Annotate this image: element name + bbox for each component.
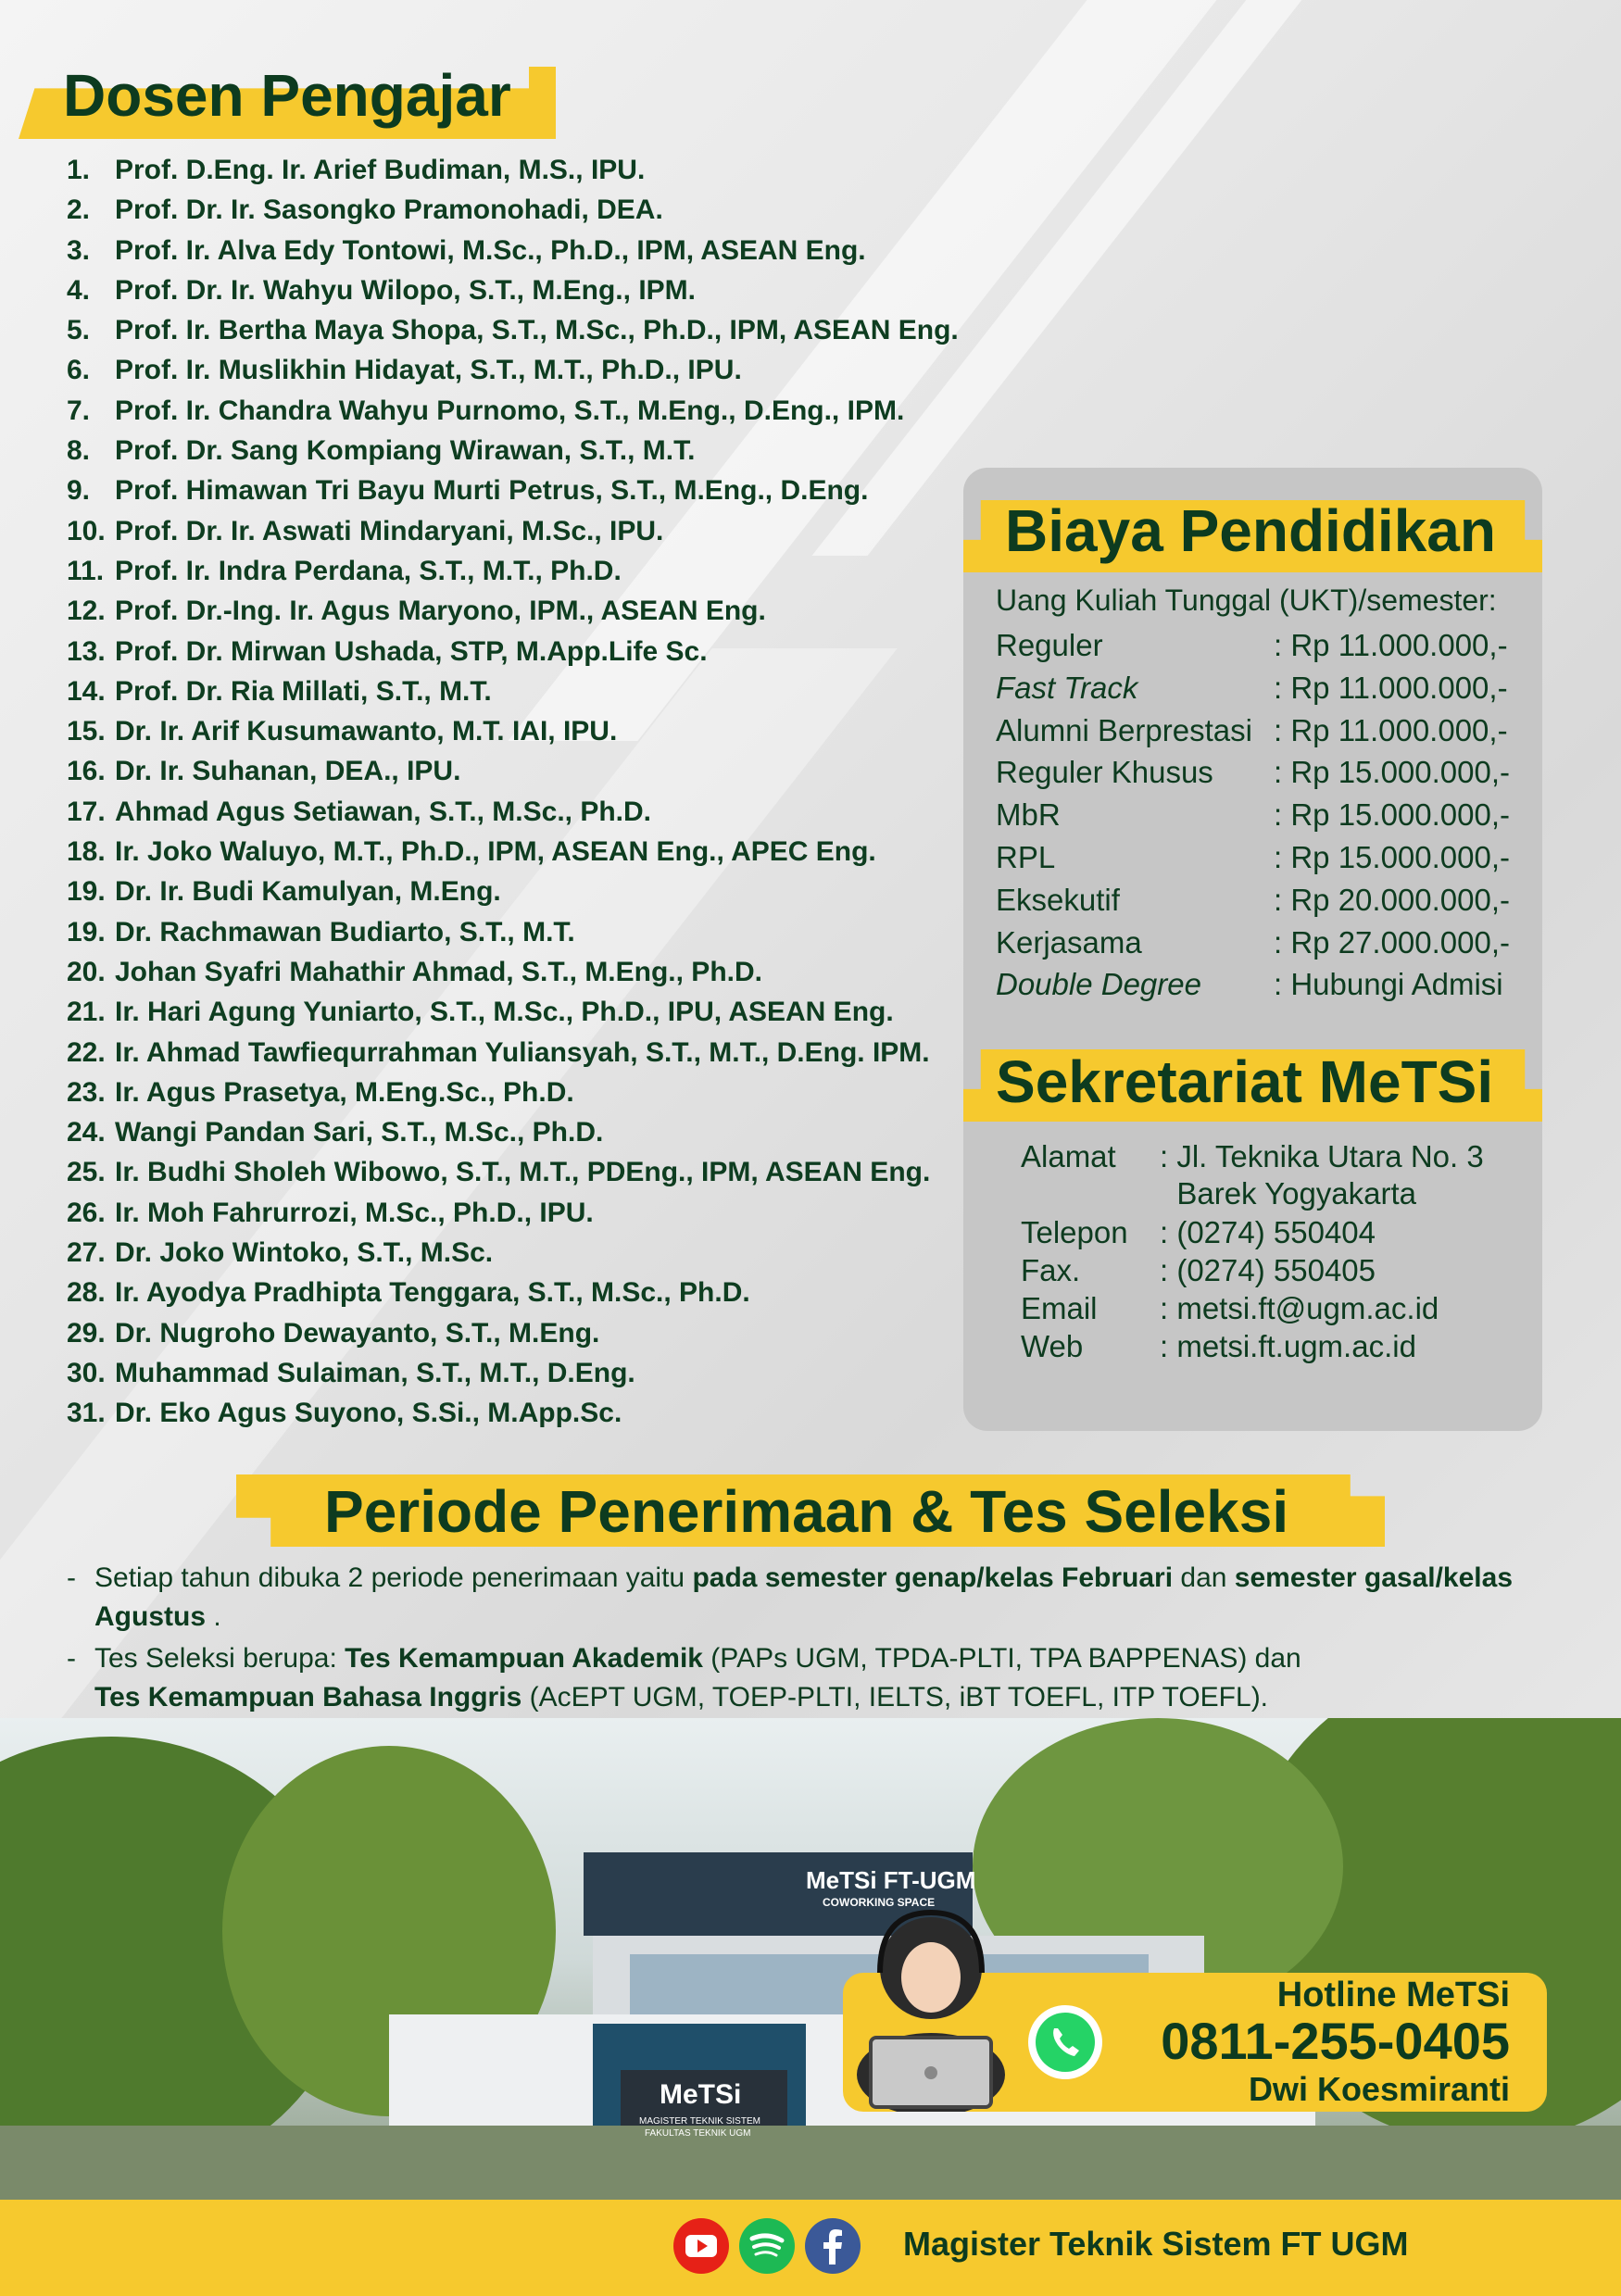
lecturer-item <box>67 1273 959 1312</box>
periode-item-2-bold: Tes Kemampuan Bahasa Inggris <box>94 1682 522 1713</box>
lecturer-name: Wangi Pandan Sari, S.T., M.Sc., Ph.D. <box>115 1117 604 1148</box>
contact-value[interactable]: : metsi.ft.ugm.ac.id <box>1160 1329 1416 1363</box>
lecturer-number: 21. <box>67 997 106 1028</box>
lecturer-item <box>67 1233 959 1273</box>
lecturer-number: 31. <box>67 1398 106 1429</box>
contact-label: Email <box>1021 1291 1098 1325</box>
whatsapp-icon[interactable] <box>1024 2001 1107 2084</box>
fee-label: Reguler <box>996 628 1103 662</box>
spotify-icon[interactable] <box>737 2216 797 2276</box>
lecturer-item <box>67 992 959 1032</box>
lecturer-item <box>67 1073 959 1112</box>
lecturer-number: 26. <box>67 1197 106 1228</box>
contact-label: Alamat <box>1021 1139 1116 1173</box>
lecturer-number: 10. <box>67 515 106 546</box>
contact-row <box>1021 1139 1484 1174</box>
fee-value: : Rp 20.000.000,- <box>1274 882 1511 917</box>
biaya-subtitle: Uang Kuliah Tunggal (UKT)/semester: <box>996 583 1497 617</box>
fee-value: : Rp 11.000.000,- <box>1274 670 1508 705</box>
lecturer-name: Ir. Budhi Sholeh Wibowo, S.T., M.T., PDEng., IPM, ASEAN Eng. <box>115 1157 931 1188</box>
periode-item-1 <box>67 1559 1549 1637</box>
lecturer-name: Muhammad Sulaiman, S.T., M.T., D.Eng. <box>115 1357 635 1388</box>
hotline-number[interactable]: 0811-255-0405 <box>1161 2012 1510 2070</box>
lecturer-item <box>67 231 959 270</box>
lecturer-name: Prof. Dr. Ir. Sasongko Pramonohadi, DEA. <box>115 194 663 226</box>
fee-label: RPL <box>996 840 1056 874</box>
fee-label: Kerjasama <box>996 924 1142 960</box>
lecturer-number: 6. <box>67 355 91 386</box>
hotline-contact-name: Dwi Koesmiranti <box>1248 2070 1510 2108</box>
lecturer-name: Ir. Ahmad Tawfiequrrahman Yuliansyah, S.T., M.T., D.Eng. IPM. <box>115 1036 930 1068</box>
lecturer-number: 30. <box>67 1357 106 1388</box>
periode-item-2-text: (PAPs UGM, TPDA-PLTI, TPA BAPPENAS) dan <box>702 1643 1301 1674</box>
periode-item-2-bold: Tes Kemampuan Akademik <box>345 1643 703 1674</box>
contact-row <box>1021 1176 1416 1211</box>
lecturer-item <box>67 632 959 671</box>
lecturer-name: Prof. Ir. Bertha Maya Shopa, S.T., M.Sc., Ph.D., IPM, ASEAN Eng. <box>115 315 959 346</box>
fee-row <box>996 840 1510 875</box>
fee-row <box>996 755 1510 790</box>
building-sign-main-sub: MAGISTER TEKNIK SISTEM <box>639 2116 760 2127</box>
fee-label: Double Degree <box>996 967 1201 1002</box>
lecturer-number: 1. <box>67 155 91 185</box>
building-illustration <box>0 1718 1621 2200</box>
periode-item-2-text: (AcEPT UGM, TOEP-PLTI, IELTS, iBT TOEFL, ITP TOEFL). <box>521 1682 1269 1713</box>
periode-item-2-text: Tes Seleksi berupa: <box>94 1643 346 1674</box>
lecturer-number: 29. <box>67 1317 106 1349</box>
lecturer-number: 22. <box>67 1036 106 1068</box>
footer-text: Magister Teknik Sistem FT UGM <box>903 2225 1409 2263</box>
lecturer-item <box>67 1353 959 1393</box>
lecturer-number: 25. <box>67 1157 106 1188</box>
lecturer-number: 20. <box>67 956 106 987</box>
lecturer-item <box>67 711 959 751</box>
fee-row <box>996 797 1510 833</box>
fee-value: : Hubungi Admisi <box>1274 967 1503 1002</box>
fee-row <box>996 628 1508 663</box>
contact-row <box>1021 1291 1439 1326</box>
lecturer-number: 28. <box>67 1277 106 1309</box>
lecturer-number: 7. <box>67 395 91 426</box>
contact-row <box>1021 1253 1376 1288</box>
hotline-label: Hotline MeTSi <box>1276 1976 1510 2014</box>
contact-row <box>1021 1329 1416 1364</box>
fee-label: MbR <box>996 797 1061 833</box>
contact-value[interactable]: : metsi.ft@ugm.ac.id <box>1160 1291 1439 1325</box>
lecturer-item <box>67 511 959 551</box>
fee-row <box>996 967 1503 1002</box>
building-sign-top-sub: COWORKING SPACE <box>823 1896 936 1909</box>
lecturer-item <box>67 551 959 591</box>
periode-item-1-text: dan <box>1173 1562 1235 1593</box>
lecturer-name: Dr. Ir. Arif Kusumawanto, M.T. IAI, IPU. <box>115 716 618 747</box>
fee-value: : Rp 27.000.000,- <box>1274 924 1511 960</box>
lecturer-number: 15. <box>67 716 106 747</box>
fee-label: Fast Track <box>996 670 1138 705</box>
lecturer-number: 18. <box>67 836 106 868</box>
periode-title: Periode Penerimaan & Tes Seleksi <box>324 1478 1289 1545</box>
lecturer-item <box>67 391 959 431</box>
fee-label: Reguler Khusus <box>996 755 1213 790</box>
lecturer-item <box>67 591 959 631</box>
lecturer-item <box>67 952 959 992</box>
lecturer-item <box>67 832 959 872</box>
lecturer-name: Prof. Himawan Tri Bayu Murti Petrus, S.T., M.Eng., D.Eng. <box>115 475 869 507</box>
lecturer-name: Ir. Moh Fahrurrozi, M.Sc., Ph.D., IPU. <box>115 1197 594 1228</box>
lecturer-number: 4. <box>67 274 91 306</box>
fee-value: : Rp 15.000.000,- <box>1274 840 1511 874</box>
contact-label: Web <box>1021 1329 1084 1363</box>
periode-item-1-bold: pada semester genap/kelas Februari <box>692 1562 1174 1593</box>
lecturer-number: 12. <box>67 596 106 627</box>
periode-item-1-text: . <box>206 1601 221 1632</box>
lecturer-item <box>67 751 959 791</box>
facebook-icon[interactable] <box>803 2216 862 2276</box>
fee-row <box>996 713 1508 748</box>
lecturer-item <box>67 190 959 230</box>
lecturer-name: Prof. Dr. Ir. Aswati Mindaryani, M.Sc., IPU. <box>115 515 664 546</box>
lecturer-item <box>67 671 959 711</box>
lecturer-number: 13. <box>67 635 106 667</box>
building-sign-main: MeTSi <box>660 2079 742 2110</box>
lecturer-item <box>67 470 959 510</box>
lecturer-item <box>67 912 959 952</box>
contact-label: Telepon <box>1021 1215 1128 1249</box>
lecturer-number: 19. <box>67 916 106 947</box>
periode-item-1-text: Setiap tahun dibuka 2 periode penerimaan yaitu <box>94 1562 693 1593</box>
lecturer-item <box>67 1112 959 1152</box>
fee-row <box>996 883 1510 918</box>
fee-row <box>996 671 1508 706</box>
lecturer-name: Prof. Dr. Sang Kompiang Wirawan, S.T., M.T. <box>115 435 696 467</box>
contact-value: : Jl. Teknika Utara No. 3 <box>1160 1139 1484 1173</box>
lecturer-name: Ir. Ayodya Pradhipta Tenggara, S.T., M.Sc., Ph.D. <box>115 1277 750 1309</box>
lecturer-number: 27. <box>67 1237 106 1269</box>
lecturer-number: 9. <box>67 475 91 507</box>
list-dash: - <box>67 1643 76 1674</box>
fee-value: : Rp 11.000.000,- <box>1274 628 1508 662</box>
lecturer-number: 19. <box>67 876 106 908</box>
biaya-title: Biaya Pendidikan <box>1005 497 1496 564</box>
building-photo <box>0 1718 1621 2200</box>
contact-value: Barek Yogyakarta <box>1160 1176 1417 1211</box>
lecturer-number: 23. <box>67 1076 106 1108</box>
lecturer-name: Ir. Joko Waluyo, M.T., Ph.D., IPM, ASEAN Eng., APEC Eng. <box>115 836 876 868</box>
building-sign-top: MeTSi FT-UGM <box>806 1866 976 1894</box>
support-agent-icon <box>852 1899 1010 2112</box>
lecturer-item <box>67 1193 959 1233</box>
periode-item-1-bold: semester gasal/kelas Agustus <box>94 1562 1514 1632</box>
periode-item-2 <box>67 1639 1549 1717</box>
lecturer-name: Dr. Eko Agus Suyono, S.Si., M.App.Sc. <box>115 1398 622 1429</box>
fee-value: : Rp 15.000.000,- <box>1274 755 1511 790</box>
lecturer-item <box>67 350 959 390</box>
lecturer-name: Ahmad Agus Setiawan, S.T., M.Sc., Ph.D. <box>115 796 651 827</box>
lecturer-name: Dr. Rachmawan Budiarto, S.T., M.T. <box>115 916 575 947</box>
building-sign-main-sub: FAKULTAS TEKNIK UGM <box>645 2128 751 2139</box>
lecturer-name: Ir. Hari Agung Yuniarto, S.T., M.Sc., Ph.D., IPU, ASEAN Eng. <box>115 997 894 1028</box>
lecturer-list <box>67 150 959 1434</box>
fee-value: : Rp 11.000.000,- <box>1274 712 1508 747</box>
contact-label: Fax. <box>1021 1253 1081 1287</box>
contact-value: : (0274) 550404 <box>1160 1215 1376 1249</box>
lecturer-item <box>67 792 959 832</box>
lecturer-number: 2. <box>67 194 91 226</box>
fee-label: Eksekutif <box>996 882 1120 917</box>
lecturer-number: 24. <box>67 1117 106 1148</box>
lecturer-name: Dr. Nugroho Dewayanto, S.T., M.Eng. <box>115 1317 600 1349</box>
lecturer-item <box>67 1313 959 1353</box>
lecturer-item <box>67 1033 959 1073</box>
youtube-icon[interactable] <box>672 2216 731 2276</box>
lecturer-item <box>67 1393 959 1433</box>
lecturer-name: Prof. Ir. Alva Edy Tontowi, M.Sc., Ph.D., IPM, ASEAN Eng. <box>115 234 866 266</box>
fee-row <box>996 925 1510 960</box>
lecturer-item <box>67 872 959 911</box>
fee-label: Alumni Berprestasi <box>996 712 1252 747</box>
lecturer-name: Dr. Joko Wintoko, S.T., M.Sc. <box>115 1237 494 1269</box>
lecturer-name: Dr. Ir. Budi Kamulyan, M.Eng. <box>115 876 501 908</box>
fee-value: : Rp 15.000.000,- <box>1274 797 1511 833</box>
lecturer-name: Prof. Dr. Ir. Wahyu Wilopo, S.T., M.Eng., IPM. <box>115 274 696 306</box>
lecturer-name: Prof. Dr.-Ing. Ir. Agus Maryono, IPM., ASEAN Eng. <box>115 596 766 627</box>
lecturer-name: Prof. Ir. Chandra Wahyu Purnomo, S.T., M.Eng., D.Eng., IPM. <box>115 395 905 426</box>
lecturer-number: 14. <box>67 675 106 707</box>
lecturer-item <box>67 310 959 350</box>
dosen-title: Dosen Pengajar <box>63 62 511 129</box>
lecturer-item <box>67 270 959 310</box>
lecturer-item <box>67 150 959 190</box>
lecturer-number: 16. <box>67 756 106 787</box>
lecturer-name: Johan Syafri Mahathir Ahmad, S.T., M.Eng., Ph.D. <box>115 956 762 987</box>
lecturer-name: Prof. Dr. Mirwan Ushada, STP, M.App.Life Sc. <box>115 635 708 667</box>
list-dash: - <box>67 1562 76 1593</box>
contact-value: : (0274) 550405 <box>1160 1253 1376 1287</box>
lecturer-name: Dr. Ir. Suhanan, DEA., IPU. <box>115 756 461 787</box>
lecturer-name: Prof. Dr. Ria Millati, S.T., M.T. <box>115 675 492 707</box>
lecturer-item <box>67 431 959 470</box>
contact-row <box>1021 1215 1376 1250</box>
sekretariat-title: Sekretariat MeTSi <box>996 1048 1494 1115</box>
lecturer-name: Prof. Ir. Muslikhin Hidayat, S.T., M.T., Ph.D., IPU. <box>115 355 742 386</box>
lecturer-number: 3. <box>67 234 91 266</box>
lecturer-name: Ir. Agus Prasetya, M.Eng.Sc., Ph.D. <box>115 1076 574 1108</box>
lecturer-name: Prof. Ir. Indra Perdana, S.T., M.T., Ph.D. <box>115 555 622 586</box>
lecturer-number: 11. <box>67 555 105 586</box>
lecturer-number: 8. <box>67 435 91 467</box>
lecturer-number: 17. <box>67 796 106 827</box>
lecturer-number: 5. <box>67 315 91 346</box>
lecturer-item <box>67 1152 959 1192</box>
lecturer-name: Prof. D.Eng. Ir. Arief Budiman, M.S., IPU. <box>115 155 646 185</box>
